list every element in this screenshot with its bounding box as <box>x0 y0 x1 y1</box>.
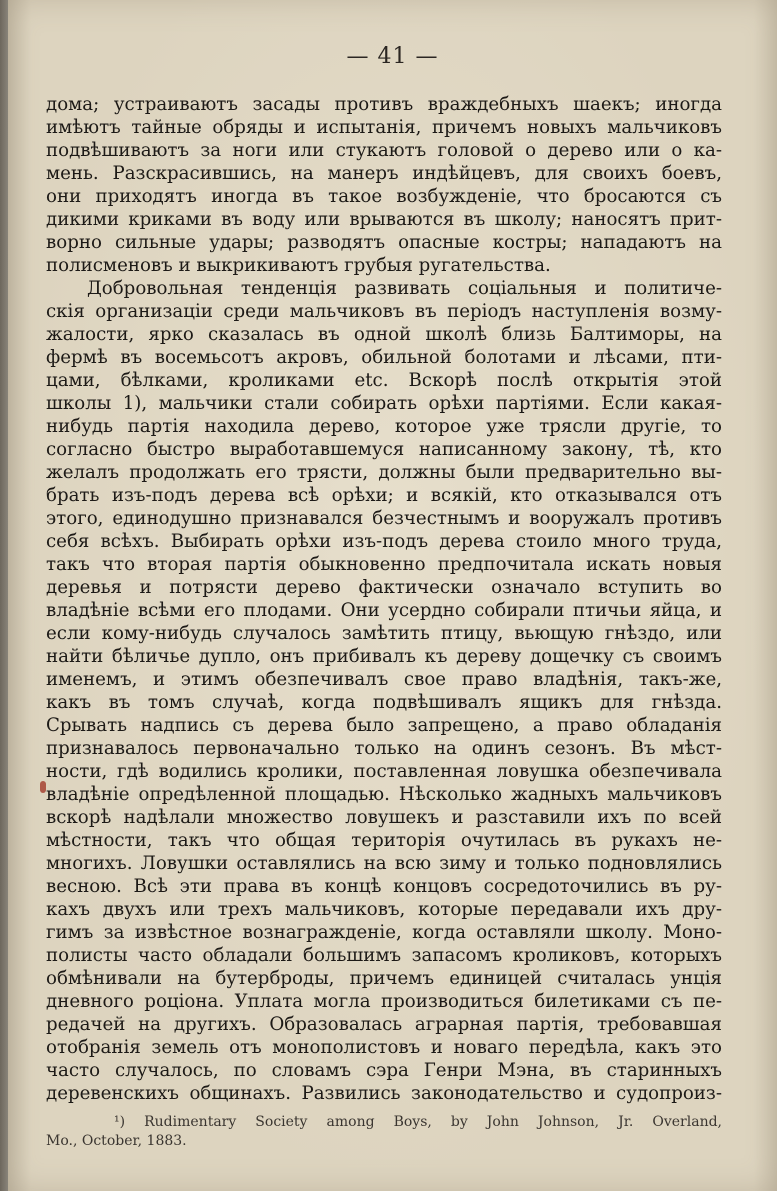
footnote <box>46 1113 722 1151</box>
ink-stain <box>40 781 46 793</box>
text-line: часто случалось, по словамъ сэра Генри Мэна, въ старинныхъ <box>46 1060 722 1081</box>
text-line: скія организаціи среди мальчиковъ въ періодъ наступленія возму- <box>46 301 722 322</box>
text-line: владѣніе опредѣленной площадью. Нѣсколько жадныхъ мальчиковъ <box>46 784 722 805</box>
text-line: себя всѣхъ. Выбирать орѣхи изъ-подъ дерева стоило много труда, <box>46 531 722 552</box>
text-line: мень. Разскрасившись, на манеръ индѣйцевъ, для своихъ боевъ, <box>46 163 722 184</box>
text-line: гимъ за извѣстное вознагражденіе, когда оставляли школу. Моно- <box>46 922 722 943</box>
paragraph-end-line: полисменовъ и выкрикиваютъ грубыя ругательства. <box>46 255 551 276</box>
body-text <box>46 93 722 1105</box>
text-line: этого, единодушно признавался безчестнымъ и вооружалъ противъ <box>46 508 722 529</box>
text-line: деревья и потрясти дерево фактически означало вступить во <box>46 577 722 598</box>
text-line: цами, бѣлками, кроликами etc. Вскорѣ послѣ открытія этой <box>46 370 722 391</box>
text-line: брать изъ-подъ дерева всѣ орѣхи; и всякій, кто отказывался отъ <box>46 485 722 506</box>
text-line: желалъ продолжать его трясти, должны были предварительно вы- <box>46 462 722 483</box>
footnote-line: Mo., October, 1883. <box>46 1133 187 1149</box>
text-line: полисты часто обладали большимъ запасомъ кроликовъ, которыхъ <box>46 945 722 966</box>
text-line: дневного роціона. Уплата могла производиться билетиками съ пе- <box>46 991 722 1012</box>
text-line: ности, гдѣ водились кролики, поставленная ловушка обезпечивала <box>46 761 722 782</box>
text-line: найти бѣличье дупло, онъ прибивалъ къ дереву дощечку съ своимъ <box>46 646 722 667</box>
text-line: редачей на другихъ. Образовалась аграрная партія, требовавшая <box>46 1014 722 1035</box>
text-line: согласно быстро выработавшемуся написанному закону, тѣ, кто <box>46 439 722 460</box>
text-line: дома; устраиваютъ засады противъ враждебныхъ шаекъ; иногда <box>46 94 722 115</box>
paragraph-start-line: Добровольная тенденція развивать соціальныя и политиче- <box>87 278 722 299</box>
text-line: жалости, ярко сказалась въ одной школѣ близь Балтиморы, на <box>46 324 722 345</box>
text-line: владѣніе всѣми его плодами. Они усердно собирали птичьи яйца, и <box>46 600 722 621</box>
text-line: кахъ двухъ или трехъ мальчиковъ, которые передавали ихъ дру- <box>46 899 722 920</box>
text-line: они приходятъ иногда въ такое возбужденіе, что бросаются съ <box>46 186 722 207</box>
text-line: если кому-нибудь случалось замѣтить птицу, вьющую гнѣздо, или <box>46 623 722 644</box>
text-line: многихъ. Ловушки оставлялись на всю зиму и только подновлялись <box>46 853 722 874</box>
text-line: фермѣ въ восемьсотъ акровъ, обильной болотами и лѣсами, пти- <box>46 347 722 368</box>
footnote-line: ¹) Rudimentary Society among Boys, by John Johnson, Jr. Overland, <box>114 1114 722 1130</box>
text-line: имѣютъ тайные обряды и испытанія, причемъ новыхъ мальчиковъ <box>46 117 722 138</box>
text-line: отобранія земель отъ монополистовъ и новаго передѣла, какъ это <box>46 1037 722 1058</box>
text-line: такъ что вторая партія обыкновенно предпочитала искать новыя <box>46 554 722 575</box>
text-line: Срывать надпись съ дерева было запрещено, а право обладанія <box>46 715 722 736</box>
text-line: дикими криками въ воду или врываются въ школу; наносятъ прит- <box>46 209 722 230</box>
text-line: школы 1), мальчики стали собирать орѣхи партіями. Если какая- <box>46 393 722 414</box>
page-number: — 41 — <box>346 44 439 69</box>
text-line: какъ въ томъ случаѣ, когда подвѣшивалъ ящикъ для гнѣзда. <box>46 692 722 713</box>
text-line: деревенскихъ общинахъ. Развились законодательство и судопроиз- <box>46 1083 722 1104</box>
text-line: ворно сильные удары; разводятъ опасные костры; нападаютъ на <box>46 232 722 253</box>
text-line: вскорѣ надѣлали множество ловушекъ и разставили ихъ по всей <box>46 807 722 828</box>
text-line: признавалось первоначально только на одинъ сезонъ. Въ мѣст- <box>46 738 722 759</box>
text-line: подвѣшиваютъ за ноги или стукаютъ головой о дерево или о ка- <box>46 140 722 161</box>
book-page <box>8 0 777 1191</box>
text-line: весною. Всѣ эти права въ концѣ концовъ сосредоточились въ ру- <box>46 876 722 897</box>
text-line: нибудь партія находила дерево, которое уже трясли другіе, то <box>46 416 722 437</box>
text-line: именемъ, и этимъ обезпечивалъ свое право владѣнія, такъ-же, <box>46 669 722 690</box>
text-line: обмѣнивали на бутерброды, причемъ единицей считалась унція <box>46 968 722 989</box>
text-line: мѣстности, такъ что общая територія очутилась въ рукахъ не- <box>46 830 722 851</box>
